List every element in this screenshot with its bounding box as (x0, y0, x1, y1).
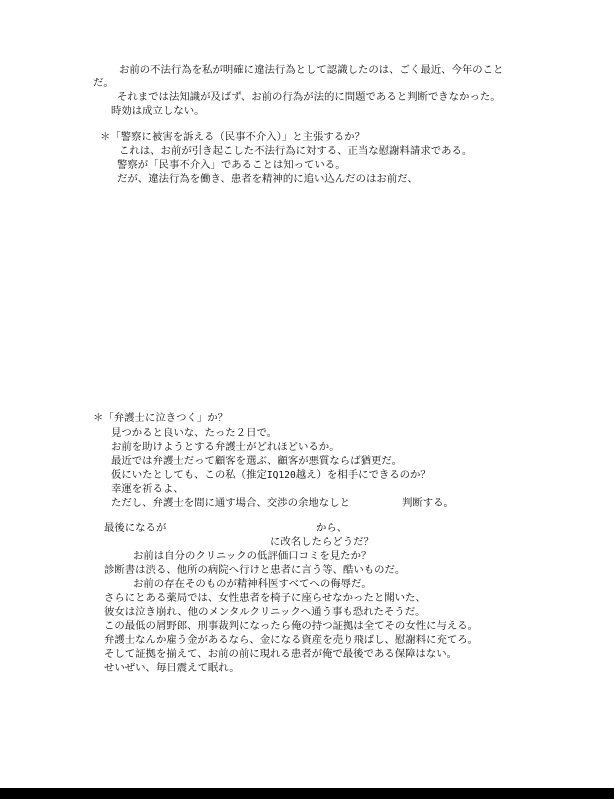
text-line: 見つかると良いな、たった２日で。 (111, 427, 278, 439)
text-line: 弁護士なんか雇う金があるなら、金になる資産を売り飛ばし、慰謝料に充てろ。 (104, 634, 479, 646)
text-line: に改名したらどうだ？ (270, 536, 374, 548)
text-line: 時効は成立しない。 (111, 105, 205, 117)
text-line: 警察が「民事不介入」であることは知っている。 (117, 159, 346, 171)
text-line: だが、違法行為を働き、患者を精神的に追い込んだのはお前だ、 (117, 173, 418, 185)
text-line: 幸運を祈るよ、 (111, 483, 184, 495)
scan-edge-bar (0, 788, 614, 799)
text-line: ただし、弁護士を間に通す場合、交渉の余地なしと (111, 497, 350, 509)
text-line: お前の不法行為を私が明確に違法行為として認識したのは、ごく最近、今年のこと (119, 64, 504, 76)
text-line: だ。 (93, 77, 114, 89)
text-line: せいぜい、毎日震えて眠れ。 (104, 662, 240, 674)
text-line: それまでは法知識が及ばず、お前の行為が法的に問題であると判断できなかった。 (117, 91, 501, 103)
text-line: お前は自分のクリニックの低評価口コミを見たか？ (133, 550, 372, 562)
section-heading: ＊「弁護士に泣きつく」か？ (93, 412, 229, 424)
text-line: さらにとある薬局では、女性患者を椅子に座らせなかったと聞いた、 (104, 592, 426, 604)
text-line: から、 (316, 522, 348, 534)
text-fragment: 仮にいたとしても、この私（推定 (111, 469, 267, 481)
text-line: お前の存在そのものが精神科医すべてへの侮辱だ。 (133, 578, 372, 590)
text-line: この最低の屑野郎、刑事裁判になったら俺の持つ証拠は全てその女性に与える。 (104, 620, 479, 632)
text-fragment: 越え）を相手にできるのか？ (295, 469, 431, 481)
iq-value: IQ120 (266, 470, 296, 481)
text-line (111, 468, 431, 483)
text-line: そして証拠を揃えて、お前の前に現れる患者が俺で最後である保障はない。 (104, 648, 458, 660)
text-line: これは、お前が引き起こした不法行為に対する、正当な慰謝料請求である。 (119, 145, 473, 157)
text-line: 彼女は泣き崩れ、他のメンタルクリニックへ通う事も恐れたそうだ。 (104, 606, 426, 618)
text-line: 最近では弁護士だって顧客を選ぶ、顧客が悪質ならば猶更だ。 (111, 455, 403, 467)
text-line: 診断書は渋る、他所の病院へ行けと患者に言う等、酷いものだ。 (104, 564, 406, 576)
text-line: 判断する。 (402, 497, 454, 509)
text-line: お前を助けようとする弁護士がどれほどいるか。 (111, 441, 340, 453)
section-heading: ＊「警察に被害を訴える（民事不介入）」と主張するか？ (100, 131, 365, 143)
text-line: 最後になるが (104, 522, 167, 534)
